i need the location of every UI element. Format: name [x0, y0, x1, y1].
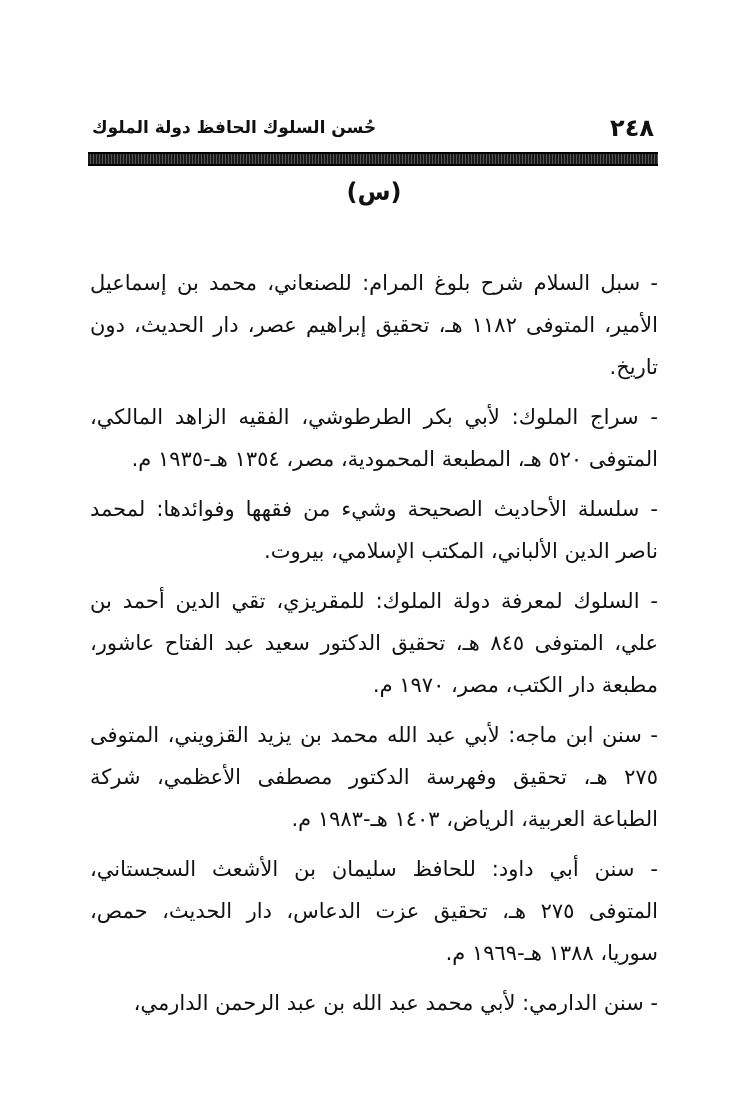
bibliography-entry: - سلسلة الأحاديث الصحيحة وشيء من فقهها وفوائدها: لمحمد ناصر الدين الألباني، المكتب الإسلامي، بيروت. — [90, 497, 658, 563]
bibliography-entry: - سراج الملوك: لأبي بكر الطرطوشي، الفقيه الزاهد المالكي، المتوفى ٥٢٠ هـ، المطبعة المحمودية، مصر، ١٣٥٤ هـ-١٩٣٥ م. — [90, 405, 658, 471]
bibliography-entry: - سبل السلام شرح بلوغ المرام: للصنعاني، محمد بن إسماعيل الأمير، المتوفى ١١٨٢ هـ، تحقيق إبراهيم عصر، دار الحديث، دون تاريخ. — [90, 271, 658, 379]
page-number: ٢٤٨ — [610, 114, 654, 142]
running-title: حُسن السلوك الحافظ دولة الملوك — [92, 118, 377, 138]
header-rule — [88, 152, 658, 166]
section-heading: (س) — [346, 178, 402, 206]
page-header — [88, 110, 658, 150]
bibliography-list — [90, 262, 658, 1032]
bibliography-entry: - سنن الدارمي: لأبي محمد عبد الله بن عبد الرحمن الدارمي، — [133, 991, 658, 1015]
bibliography-entry: - سنن ابن ماجه: لأبي عبد الله محمد بن يزيد القزويني، المتوفى ٢٧٥ هـ، تحقيق وفهرسة الدكتور مصطفى الأعظمي، شركة الطباعة العربية، الرياض، ١٤٠٣ هـ-١٩٨٣ م. — [90, 723, 658, 831]
bibliography-entry: - السلوك لمعرفة دولة الملوك: للمقريزي، تقي الدين أحمد بن علي، المتوفى ٨٤٥ هـ، تحقيق الدكتور سعيد عبد الفتاح عاشور، مطبعة دار الكتب، مصر، ١٩٧٠ م. — [90, 589, 659, 697]
bibliography-entry: - سنن أبي داود: للحافظ سليمان بن الأشعث السجستاني، المتوفى ٢٧٥ هـ، تحقيق عزت الدعاس، دار الحديث، حمص، سوريا، ١٣٨٨ هـ-١٩٦٩ م. — [90, 857, 658, 965]
